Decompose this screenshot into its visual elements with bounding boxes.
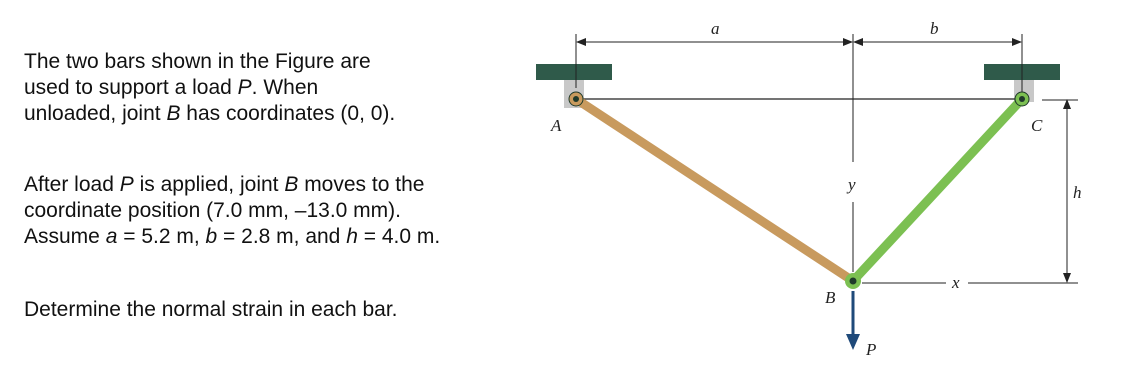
y-axis-label: y bbox=[848, 175, 856, 194]
question-text: Determine the normal strain in each bar. bbox=[24, 298, 398, 321]
text-line: After load bbox=[24, 173, 120, 196]
two-bar-truss-figure bbox=[530, 0, 1120, 373]
problem-paragraph-3 bbox=[24, 297, 398, 323]
joint-b-label: B bbox=[825, 288, 836, 307]
var-b-joint: B bbox=[284, 173, 299, 196]
problem-paragraph-1 bbox=[24, 49, 395, 127]
joint-c-label: C bbox=[1031, 116, 1043, 135]
bar-ab bbox=[576, 99, 853, 281]
text-line: is applied, joint bbox=[133, 173, 285, 196]
load-p-label: P bbox=[866, 340, 877, 359]
var-p: P bbox=[119, 173, 134, 196]
text-line: unloaded, joint bbox=[24, 102, 167, 125]
var-b: b bbox=[205, 225, 218, 248]
joint-a-dot bbox=[573, 96, 579, 102]
dimension-b-label: b bbox=[930, 19, 939, 38]
var-p: P bbox=[237, 76, 252, 99]
joint-c-dot bbox=[1019, 96, 1025, 102]
x-axis-label: x bbox=[952, 273, 960, 292]
text-line: has coordinates (0, 0). bbox=[180, 102, 396, 125]
text-line: Assume bbox=[24, 225, 106, 248]
text-line: The two bars shown in the Figure are bbox=[24, 50, 371, 73]
problem-paragraph-2 bbox=[24, 172, 440, 250]
joint-b-dot bbox=[850, 278, 857, 285]
value-b: = 2.8 m, and bbox=[217, 225, 347, 248]
dimension-h-label: h bbox=[1073, 183, 1082, 202]
load-arrow-head bbox=[846, 334, 860, 350]
text-line: coordinate position (7.0 mm, –13.0 mm). bbox=[24, 199, 401, 222]
value-a: = 5.2 m, bbox=[117, 225, 206, 248]
var-a: a bbox=[105, 225, 118, 248]
value-h: = 4.0 m. bbox=[357, 225, 441, 248]
text-line: moves to the bbox=[298, 173, 425, 196]
dimension-a-label: a bbox=[711, 19, 720, 38]
text-line: used to support a load bbox=[24, 76, 238, 99]
bar-bc bbox=[853, 99, 1022, 281]
text-line: . When bbox=[251, 76, 319, 99]
joint-a-label: A bbox=[551, 116, 562, 135]
var-h: h bbox=[346, 225, 358, 248]
support-left-plate bbox=[536, 64, 612, 80]
var-b-joint: B bbox=[166, 102, 181, 125]
problem-statement bbox=[24, 0, 544, 373]
